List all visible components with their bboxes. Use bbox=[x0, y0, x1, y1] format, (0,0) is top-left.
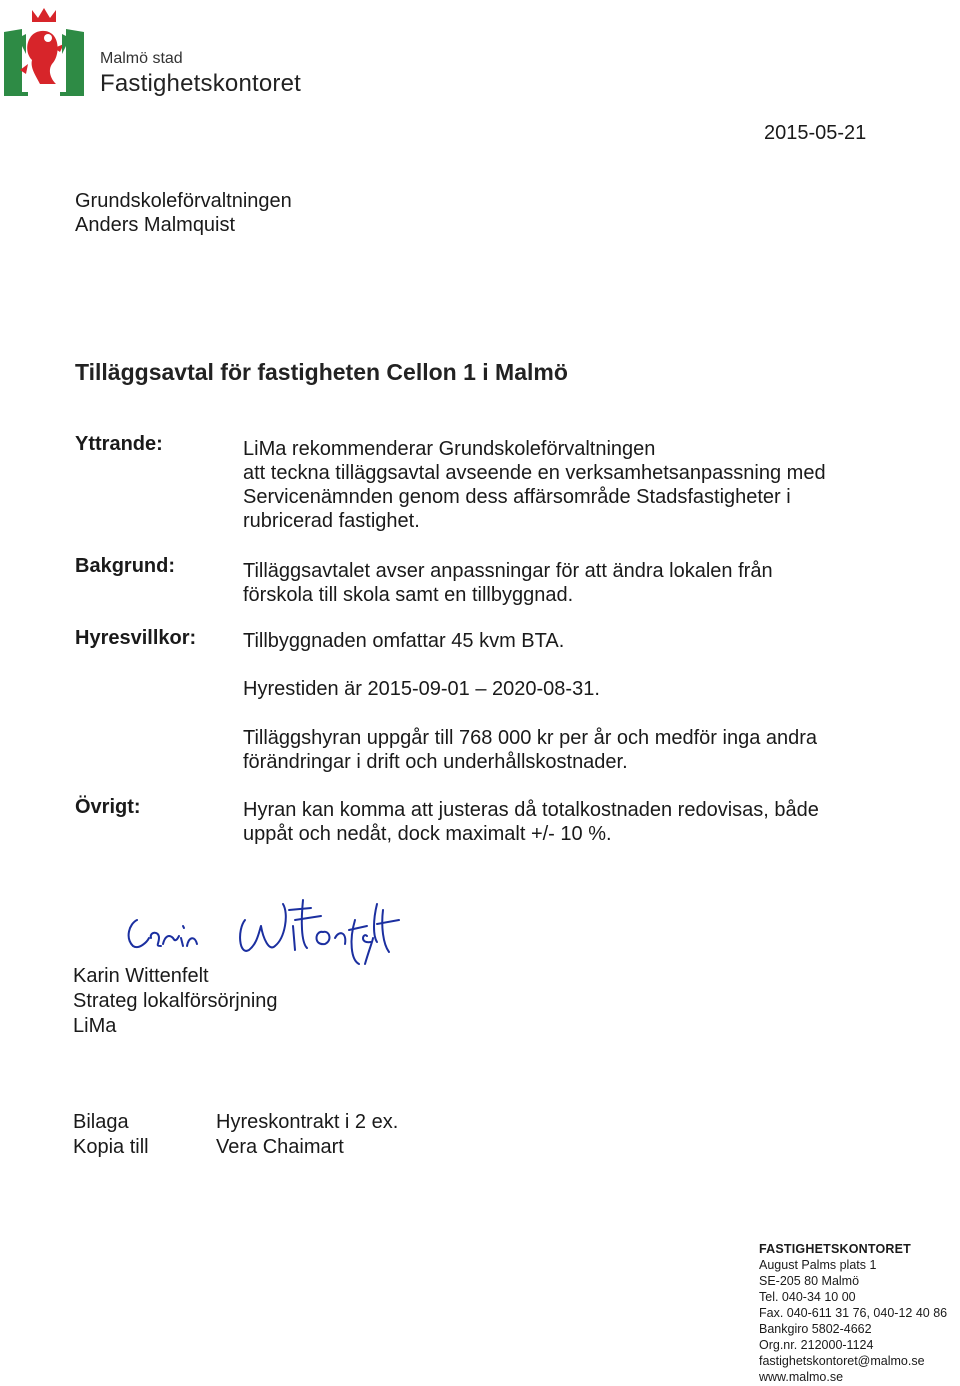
signer-name: Karin Wittenfelt bbox=[73, 965, 209, 987]
section-label-ovrigt: Övrigt: bbox=[75, 796, 141, 818]
section-label-yttrande: Yttrande: bbox=[75, 433, 163, 455]
text-line: förskola till skola samt en tillbyggnad. bbox=[243, 584, 574, 606]
document-title: Tilläggsavtal för fastigheten Cellon 1 i Malmö bbox=[75, 359, 568, 385]
text-line: uppåt och nedåt, dock maximalt +/- 10 %. bbox=[243, 823, 612, 845]
attachment-values bbox=[216, 1110, 398, 1160]
attachment-label: Bilaga bbox=[73, 1111, 129, 1133]
footer-orgnr: Org.nr. 212000-1124 bbox=[759, 1338, 874, 1352]
text-line: att teckna tilläggsavtal avseende en verksamhetsanpassning med bbox=[243, 462, 826, 484]
attachment-value: Hyreskontrakt i 2 ex. bbox=[216, 1111, 399, 1133]
org-city: Malmö stad bbox=[100, 50, 183, 67]
text-line: Tilläggshyran uppgår till 768 000 kr per år och medför inga andra bbox=[243, 727, 818, 749]
section-text-hyresvillkor-period bbox=[243, 677, 883, 701]
text-line: Tillbyggnaden omfattar 45 kvm BTA. bbox=[243, 630, 565, 652]
letter-date: 2015-05-21 bbox=[764, 122, 867, 144]
footer-phone: Tel. 040-34 10 00 bbox=[759, 1290, 856, 1304]
section-text-ovrigt bbox=[243, 798, 883, 846]
footer-title: FASTIGHETSKONTORET bbox=[759, 1242, 911, 1256]
section-text-hyresvillkor-rent bbox=[243, 726, 883, 774]
text-line: Hyran kan komma att justeras då totalkostnaden redovisas, både bbox=[243, 799, 819, 821]
footer-email: fastighetskontoret@malmo.se bbox=[759, 1354, 925, 1368]
section-label-hyresvillkor: Hyresvillkor: bbox=[75, 627, 197, 649]
recipient-person: Anders Malmquist bbox=[75, 214, 236, 236]
text-line: Servicenämnden genom dess affärsområde Stadsfastigheter i bbox=[243, 486, 791, 508]
copy-recipient: Vera Chaimart bbox=[216, 1136, 344, 1158]
text-line: Hyrestiden är 2015-09-01 – 2020-08-31. bbox=[243, 678, 600, 700]
footer-fax: Fax. 040-611 31 76, 040-12 40 86 bbox=[759, 1306, 948, 1320]
section-label-bakgrund: Bakgrund: bbox=[75, 555, 175, 577]
malmo-coat-of-arms-logo bbox=[4, 4, 84, 96]
section-text-hyresvillkor-area bbox=[243, 629, 883, 653]
text-line: rubricerad fastighet. bbox=[243, 510, 420, 532]
org-department: Fastighetskontoret bbox=[100, 70, 302, 97]
handwritten-signature bbox=[115, 880, 445, 970]
signer-role: Strateg lokalförsörjning bbox=[73, 990, 278, 1012]
section-text-yttrande bbox=[243, 437, 883, 533]
copy-label: Kopia till bbox=[73, 1136, 149, 1158]
footer-bankgiro: Bankgiro 5802-4662 bbox=[759, 1322, 872, 1336]
attachment-labels bbox=[73, 1110, 149, 1160]
footer-address-street: August Palms plats 1 bbox=[759, 1258, 877, 1272]
signer-unit: LiMa bbox=[73, 1015, 117, 1037]
section-text-bakgrund bbox=[243, 559, 883, 607]
footer-address-postal: SE-205 80 Malmö bbox=[759, 1274, 860, 1288]
text-line: LiMa rekommenderar Grundskoleförvaltningen bbox=[243, 438, 656, 460]
recipient-block bbox=[75, 189, 292, 237]
footer-website: www.malmo.se bbox=[759, 1370, 844, 1384]
organization-header bbox=[100, 50, 301, 98]
text-line: förändringar i drift och underhållskostnader. bbox=[243, 751, 628, 773]
recipient-organization: Grundskoleförvaltningen bbox=[75, 190, 292, 212]
signer-block bbox=[73, 964, 278, 1039]
footer-contact bbox=[759, 1241, 947, 1385]
text-line: Tilläggsavtalet avser anpassningar för att ändra lokalen från bbox=[243, 560, 773, 582]
